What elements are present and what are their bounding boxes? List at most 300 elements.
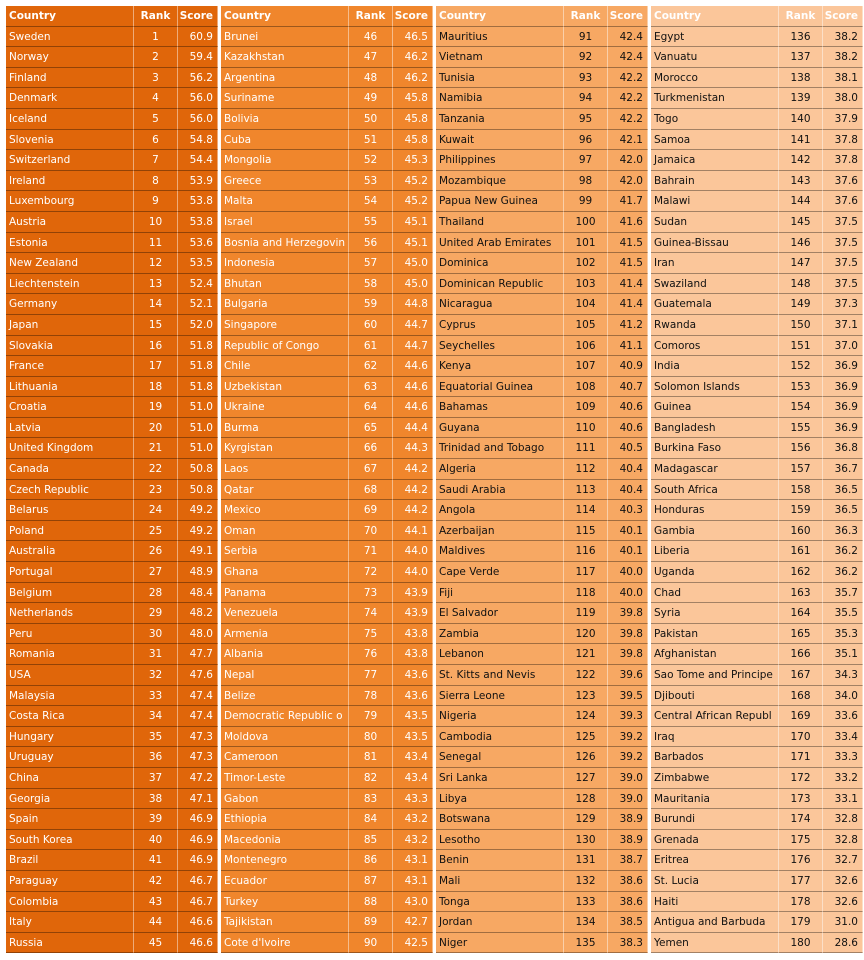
cell-rank: 30 bbox=[134, 624, 178, 645]
cell-score: 36.2 bbox=[823, 562, 863, 583]
cell-score: 40.1 bbox=[608, 541, 648, 562]
cell-rank: 28 bbox=[134, 583, 178, 604]
cell-rank: 110 bbox=[564, 418, 608, 439]
cell-rank: 128 bbox=[564, 789, 608, 810]
cell-country: Algeria bbox=[436, 459, 564, 480]
cell-rank: 45 bbox=[134, 933, 178, 954]
cell-score: 42.7 bbox=[393, 912, 433, 933]
table-group-1 bbox=[6, 6, 218, 954]
cell-score: 43.3 bbox=[393, 789, 433, 810]
cell-country: New Zealand bbox=[6, 253, 134, 274]
cell-country: Brunei bbox=[221, 27, 349, 48]
cell-country: Peru bbox=[6, 624, 134, 645]
cell-rank: 87 bbox=[349, 871, 393, 892]
cell-rank: 121 bbox=[564, 644, 608, 665]
cell-rank: 7 bbox=[134, 150, 178, 171]
cell-rank: 77 bbox=[349, 665, 393, 686]
cell-rank: 99 bbox=[564, 191, 608, 212]
cell-rank: 54 bbox=[349, 191, 393, 212]
cell-rank: 118 bbox=[564, 583, 608, 604]
cell-country: Colombia bbox=[6, 892, 134, 913]
cell-country: Malta bbox=[221, 191, 349, 212]
cell-country: Vanuatu bbox=[651, 47, 779, 68]
cell-score: 50.8 bbox=[178, 480, 218, 501]
cell-country: Rwanda bbox=[651, 315, 779, 336]
cell-country: Iraq bbox=[651, 727, 779, 748]
cell-score: 59.4 bbox=[178, 47, 218, 68]
cell-country: Ghana bbox=[221, 562, 349, 583]
cell-score: 34.3 bbox=[823, 665, 863, 686]
cell-rank: 5 bbox=[134, 109, 178, 130]
cell-country: Denmark bbox=[6, 88, 134, 109]
cell-rank: 79 bbox=[349, 706, 393, 727]
cell-rank: 105 bbox=[564, 315, 608, 336]
cell-rank: 92 bbox=[564, 47, 608, 68]
cell-rank: 108 bbox=[564, 377, 608, 398]
cell-country: Sudan bbox=[651, 212, 779, 233]
cell-score: 47.4 bbox=[178, 686, 218, 707]
cell-country: Tunisia bbox=[436, 68, 564, 89]
cell-score: 38.2 bbox=[823, 47, 863, 68]
cell-rank: 24 bbox=[134, 500, 178, 521]
cell-score: 33.1 bbox=[823, 789, 863, 810]
cell-country: Kyrgistan bbox=[221, 438, 349, 459]
cell-rank: 122 bbox=[564, 665, 608, 686]
cell-country: Sao Tome and Principe bbox=[651, 665, 779, 686]
cell-country: Guinea bbox=[651, 397, 779, 418]
cell-rank: 86 bbox=[349, 850, 393, 871]
cell-score: 41.5 bbox=[608, 233, 648, 254]
cell-rank: 52 bbox=[349, 150, 393, 171]
header-score: Score bbox=[608, 6, 648, 27]
cell-rank: 163 bbox=[779, 583, 823, 604]
cell-rank: 160 bbox=[779, 521, 823, 542]
ranking-table bbox=[6, 6, 858, 954]
cell-score: 48.2 bbox=[178, 603, 218, 624]
cell-rank: 125 bbox=[564, 727, 608, 748]
cell-country: Haiti bbox=[651, 892, 779, 913]
cell-rank: 10 bbox=[134, 212, 178, 233]
cell-country: Timor-Leste bbox=[221, 768, 349, 789]
cell-country: Pakistan bbox=[651, 624, 779, 645]
cell-score: 47.6 bbox=[178, 665, 218, 686]
cell-rank: 155 bbox=[779, 418, 823, 439]
cell-score: 38.6 bbox=[608, 871, 648, 892]
header-rank: Rank bbox=[134, 6, 178, 27]
cell-score: 38.1 bbox=[823, 68, 863, 89]
cell-country: Jamaica bbox=[651, 150, 779, 171]
cell-country: Chad bbox=[651, 583, 779, 604]
cell-score: 44.6 bbox=[393, 377, 433, 398]
cell-country: Belarus bbox=[6, 500, 134, 521]
cell-score: 42.2 bbox=[608, 109, 648, 130]
header-country: Country bbox=[6, 6, 134, 27]
cell-score: 35.5 bbox=[823, 603, 863, 624]
cell-country: Slovenia bbox=[6, 130, 134, 151]
cell-rank: 31 bbox=[134, 644, 178, 665]
cell-score: 51.0 bbox=[178, 397, 218, 418]
cell-score: 41.1 bbox=[608, 336, 648, 357]
cell-rank: 68 bbox=[349, 480, 393, 501]
cell-rank: 53 bbox=[349, 171, 393, 192]
cell-score: 38.6 bbox=[608, 892, 648, 913]
cell-score: 45.3 bbox=[393, 150, 433, 171]
cell-country: Lesotho bbox=[436, 830, 564, 851]
cell-country: Mexico bbox=[221, 500, 349, 521]
cell-rank: 97 bbox=[564, 150, 608, 171]
cell-country: Greece bbox=[221, 171, 349, 192]
cell-country: Yemen bbox=[651, 933, 779, 954]
table-group-4 bbox=[651, 6, 863, 954]
cell-rank: 140 bbox=[779, 109, 823, 130]
cell-score: 41.4 bbox=[608, 294, 648, 315]
cell-country: Argentina bbox=[221, 68, 349, 89]
cell-country: Montenegro bbox=[221, 850, 349, 871]
cell-score: 39.3 bbox=[608, 706, 648, 727]
cell-rank: 143 bbox=[779, 171, 823, 192]
cell-country: Oman bbox=[221, 521, 349, 542]
cell-country: Guyana bbox=[436, 418, 564, 439]
cell-score: 44.6 bbox=[393, 356, 433, 377]
header-country: Country bbox=[221, 6, 349, 27]
cell-score: 41.4 bbox=[608, 274, 648, 295]
cell-country: Dominica bbox=[436, 253, 564, 274]
cell-rank: 139 bbox=[779, 88, 823, 109]
cell-country: Spain bbox=[6, 809, 134, 830]
cell-score: 39.5 bbox=[608, 686, 648, 707]
cell-rank: 75 bbox=[349, 624, 393, 645]
cell-country: Armenia bbox=[221, 624, 349, 645]
cell-rank: 169 bbox=[779, 706, 823, 727]
cell-country: Switzerland bbox=[6, 150, 134, 171]
cell-rank: 156 bbox=[779, 438, 823, 459]
table-group-2 bbox=[221, 6, 433, 954]
cell-country: Comoros bbox=[651, 336, 779, 357]
cell-rank: 133 bbox=[564, 892, 608, 913]
cell-rank: 48 bbox=[349, 68, 393, 89]
cell-score: 38.9 bbox=[608, 809, 648, 830]
cell-score: 46.2 bbox=[393, 47, 433, 68]
cell-country: South Africa bbox=[651, 480, 779, 501]
cell-country: Norway bbox=[6, 47, 134, 68]
cell-score: 37.6 bbox=[823, 191, 863, 212]
cell-country: Saudi Arabia bbox=[436, 480, 564, 501]
cell-country: Burma bbox=[221, 418, 349, 439]
cell-rank: 126 bbox=[564, 747, 608, 768]
cell-score: 56.0 bbox=[178, 88, 218, 109]
cell-country: Belgium bbox=[6, 583, 134, 604]
cell-country: Malawi bbox=[651, 191, 779, 212]
cell-rank: 119 bbox=[564, 603, 608, 624]
cell-country: Seychelles bbox=[436, 336, 564, 357]
cell-rank: 174 bbox=[779, 809, 823, 830]
cell-score: 35.3 bbox=[823, 624, 863, 645]
cell-rank: 71 bbox=[349, 541, 393, 562]
cell-score: 60.9 bbox=[178, 27, 218, 48]
cell-country: Zimbabwe bbox=[651, 768, 779, 789]
cell-country: Romania bbox=[6, 644, 134, 665]
cell-country: Macedonia bbox=[221, 830, 349, 851]
cell-score: 44.0 bbox=[393, 541, 433, 562]
cell-rank: 144 bbox=[779, 191, 823, 212]
cell-rank: 76 bbox=[349, 644, 393, 665]
cell-rank: 164 bbox=[779, 603, 823, 624]
cell-country: Paraguay bbox=[6, 871, 134, 892]
cell-rank: 33 bbox=[134, 686, 178, 707]
cell-country: Tanzania bbox=[436, 109, 564, 130]
cell-rank: 15 bbox=[134, 315, 178, 336]
cell-score: 43.5 bbox=[393, 727, 433, 748]
cell-score: 33.2 bbox=[823, 768, 863, 789]
cell-country: Tonga bbox=[436, 892, 564, 913]
cell-score: 41.2 bbox=[608, 315, 648, 336]
cell-score: 40.6 bbox=[608, 397, 648, 418]
cell-rank: 74 bbox=[349, 603, 393, 624]
cell-country: Cyprus bbox=[436, 315, 564, 336]
cell-score: 40.0 bbox=[608, 562, 648, 583]
cell-score: 42.5 bbox=[393, 933, 433, 954]
cell-rank: 59 bbox=[349, 294, 393, 315]
cell-country: Solomon Islands bbox=[651, 377, 779, 398]
cell-rank: 35 bbox=[134, 727, 178, 748]
cell-country: Nepal bbox=[221, 665, 349, 686]
cell-rank: 96 bbox=[564, 130, 608, 151]
cell-score: 44.8 bbox=[393, 294, 433, 315]
cell-rank: 14 bbox=[134, 294, 178, 315]
cell-country: Bahamas bbox=[436, 397, 564, 418]
cell-score: 36.9 bbox=[823, 418, 863, 439]
cell-country: St. Lucia bbox=[651, 871, 779, 892]
cell-rank: 104 bbox=[564, 294, 608, 315]
header-rank: Rank bbox=[564, 6, 608, 27]
cell-country: Lithuania bbox=[6, 377, 134, 398]
cell-score: 44.7 bbox=[393, 336, 433, 357]
cell-country: Morocco bbox=[651, 68, 779, 89]
cell-rank: 141 bbox=[779, 130, 823, 151]
cell-country: Suriname bbox=[221, 88, 349, 109]
cell-country: United Kingdom bbox=[6, 438, 134, 459]
cell-score: 42.2 bbox=[608, 88, 648, 109]
cell-rank: 120 bbox=[564, 624, 608, 645]
cell-country: Bosnia and Herzegovin bbox=[221, 233, 349, 254]
cell-rank: 49 bbox=[349, 88, 393, 109]
cell-rank: 13 bbox=[134, 274, 178, 295]
cell-score: 53.8 bbox=[178, 191, 218, 212]
cell-rank: 180 bbox=[779, 933, 823, 954]
cell-country: Madagascar bbox=[651, 459, 779, 480]
cell-rank: 94 bbox=[564, 88, 608, 109]
cell-rank: 149 bbox=[779, 294, 823, 315]
cell-country: Germany bbox=[6, 294, 134, 315]
cell-score: 36.5 bbox=[823, 480, 863, 501]
cell-score: 39.0 bbox=[608, 789, 648, 810]
cell-country: Japan bbox=[6, 315, 134, 336]
cell-country: Mozambique bbox=[436, 171, 564, 192]
cell-score: 36.2 bbox=[823, 541, 863, 562]
cell-country: Belize bbox=[221, 686, 349, 707]
cell-score: 36.9 bbox=[823, 356, 863, 377]
cell-rank: 38 bbox=[134, 789, 178, 810]
cell-score: 51.0 bbox=[178, 418, 218, 439]
cell-rank: 165 bbox=[779, 624, 823, 645]
cell-score: 37.0 bbox=[823, 336, 863, 357]
cell-score: 45.8 bbox=[393, 130, 433, 151]
cell-rank: 129 bbox=[564, 809, 608, 830]
cell-country: India bbox=[651, 356, 779, 377]
cell-rank: 20 bbox=[134, 418, 178, 439]
cell-rank: 107 bbox=[564, 356, 608, 377]
cell-rank: 179 bbox=[779, 912, 823, 933]
cell-rank: 8 bbox=[134, 171, 178, 192]
cell-country: Nigeria bbox=[436, 706, 564, 727]
cell-country: Italy bbox=[6, 912, 134, 933]
cell-country: Poland bbox=[6, 521, 134, 542]
cell-score: 45.8 bbox=[393, 88, 433, 109]
cell-score: 46.6 bbox=[178, 933, 218, 954]
cell-score: 42.4 bbox=[608, 27, 648, 48]
cell-score: 49.2 bbox=[178, 521, 218, 542]
cell-rank: 3 bbox=[134, 68, 178, 89]
cell-country: Gambia bbox=[651, 521, 779, 542]
cell-score: 46.9 bbox=[178, 850, 218, 871]
cell-rank: 142 bbox=[779, 150, 823, 171]
cell-score: 28.6 bbox=[823, 933, 863, 954]
cell-score: 56.0 bbox=[178, 109, 218, 130]
cell-rank: 145 bbox=[779, 212, 823, 233]
cell-country: St. Kitts and Nevis bbox=[436, 665, 564, 686]
cell-score: 44.2 bbox=[393, 500, 433, 521]
cell-country: Uganda bbox=[651, 562, 779, 583]
cell-country: Lebanon bbox=[436, 644, 564, 665]
cell-score: 39.2 bbox=[608, 727, 648, 748]
header-score: Score bbox=[393, 6, 433, 27]
cell-country: China bbox=[6, 768, 134, 789]
cell-country: Burundi bbox=[651, 809, 779, 830]
cell-rank: 113 bbox=[564, 480, 608, 501]
cell-rank: 60 bbox=[349, 315, 393, 336]
cell-score: 32.8 bbox=[823, 809, 863, 830]
cell-country: Mongolia bbox=[221, 150, 349, 171]
cell-score: 47.2 bbox=[178, 768, 218, 789]
cell-country: Singapore bbox=[221, 315, 349, 336]
cell-country: Costa Rica bbox=[6, 706, 134, 727]
cell-rank: 177 bbox=[779, 871, 823, 892]
cell-rank: 158 bbox=[779, 480, 823, 501]
cell-rank: 137 bbox=[779, 47, 823, 68]
cell-country: Grenada bbox=[651, 830, 779, 851]
cell-score: 32.7 bbox=[823, 850, 863, 871]
cell-score: 36.9 bbox=[823, 377, 863, 398]
cell-country: Gabon bbox=[221, 789, 349, 810]
cell-rank: 43 bbox=[134, 892, 178, 913]
cell-rank: 132 bbox=[564, 871, 608, 892]
cell-score: 49.1 bbox=[178, 541, 218, 562]
cell-country: Mauritania bbox=[651, 789, 779, 810]
cell-score: 38.3 bbox=[608, 933, 648, 954]
cell-score: 43.5 bbox=[393, 706, 433, 727]
cell-country: Guatemala bbox=[651, 294, 779, 315]
cell-rank: 123 bbox=[564, 686, 608, 707]
cell-country: Laos bbox=[221, 459, 349, 480]
cell-rank: 32 bbox=[134, 665, 178, 686]
cell-score: 53.8 bbox=[178, 212, 218, 233]
cell-country: Kenya bbox=[436, 356, 564, 377]
cell-country: Antigua and Barbuda bbox=[651, 912, 779, 933]
cell-country: Ireland bbox=[6, 171, 134, 192]
cell-score: 56.2 bbox=[178, 68, 218, 89]
cell-country: Czech Republic bbox=[6, 480, 134, 501]
cell-country: Sierra Leone bbox=[436, 686, 564, 707]
cell-score: 46.7 bbox=[178, 871, 218, 892]
cell-score: 44.0 bbox=[393, 562, 433, 583]
cell-score: 39.8 bbox=[608, 603, 648, 624]
cell-country: Bolivia bbox=[221, 109, 349, 130]
cell-rank: 102 bbox=[564, 253, 608, 274]
cell-score: 43.1 bbox=[393, 871, 433, 892]
cell-score: 35.7 bbox=[823, 583, 863, 604]
cell-country: United Arab Emirates bbox=[436, 233, 564, 254]
cell-country: Qatar bbox=[221, 480, 349, 501]
cell-score: 51.0 bbox=[178, 438, 218, 459]
cell-country: South Korea bbox=[6, 830, 134, 851]
cell-rank: 130 bbox=[564, 830, 608, 851]
cell-country: Netherlands bbox=[6, 603, 134, 624]
cell-score: 45.8 bbox=[393, 109, 433, 130]
cell-score: 37.9 bbox=[823, 109, 863, 130]
cell-score: 39.2 bbox=[608, 747, 648, 768]
cell-country: Finland bbox=[6, 68, 134, 89]
cell-score: 32.8 bbox=[823, 830, 863, 851]
cell-score: 47.3 bbox=[178, 727, 218, 748]
cell-country: Latvia bbox=[6, 418, 134, 439]
cell-score: 41.6 bbox=[608, 212, 648, 233]
cell-score: 45.1 bbox=[393, 233, 433, 254]
cell-country: USA bbox=[6, 665, 134, 686]
cell-rank: 2 bbox=[134, 47, 178, 68]
cell-rank: 157 bbox=[779, 459, 823, 480]
cell-score: 44.3 bbox=[393, 438, 433, 459]
cell-score: 39.8 bbox=[608, 644, 648, 665]
cell-score: 45.1 bbox=[393, 212, 433, 233]
cell-score: 43.6 bbox=[393, 686, 433, 707]
cell-score: 40.5 bbox=[608, 438, 648, 459]
cell-score: 43.2 bbox=[393, 809, 433, 830]
cell-rank: 36 bbox=[134, 747, 178, 768]
cell-rank: 116 bbox=[564, 541, 608, 562]
cell-score: 53.6 bbox=[178, 233, 218, 254]
cell-score: 37.5 bbox=[823, 212, 863, 233]
cell-rank: 46 bbox=[349, 27, 393, 48]
cell-score: 37.3 bbox=[823, 294, 863, 315]
cell-score: 48.0 bbox=[178, 624, 218, 645]
cell-rank: 84 bbox=[349, 809, 393, 830]
cell-country: Azerbaijan bbox=[436, 521, 564, 542]
cell-rank: 61 bbox=[349, 336, 393, 357]
cell-score: 44.6 bbox=[393, 397, 433, 418]
cell-country: Iran bbox=[651, 253, 779, 274]
cell-country: Uzbekistan bbox=[221, 377, 349, 398]
cell-rank: 95 bbox=[564, 109, 608, 130]
cell-score: 43.6 bbox=[393, 665, 433, 686]
cell-rank: 9 bbox=[134, 191, 178, 212]
cell-score: 36.5 bbox=[823, 500, 863, 521]
cell-country: Canada bbox=[6, 459, 134, 480]
cell-score: 40.7 bbox=[608, 377, 648, 398]
cell-country: Liechtenstein bbox=[6, 274, 134, 295]
cell-score: 54.4 bbox=[178, 150, 218, 171]
cell-score: 43.4 bbox=[393, 768, 433, 789]
cell-country: Estonia bbox=[6, 233, 134, 254]
